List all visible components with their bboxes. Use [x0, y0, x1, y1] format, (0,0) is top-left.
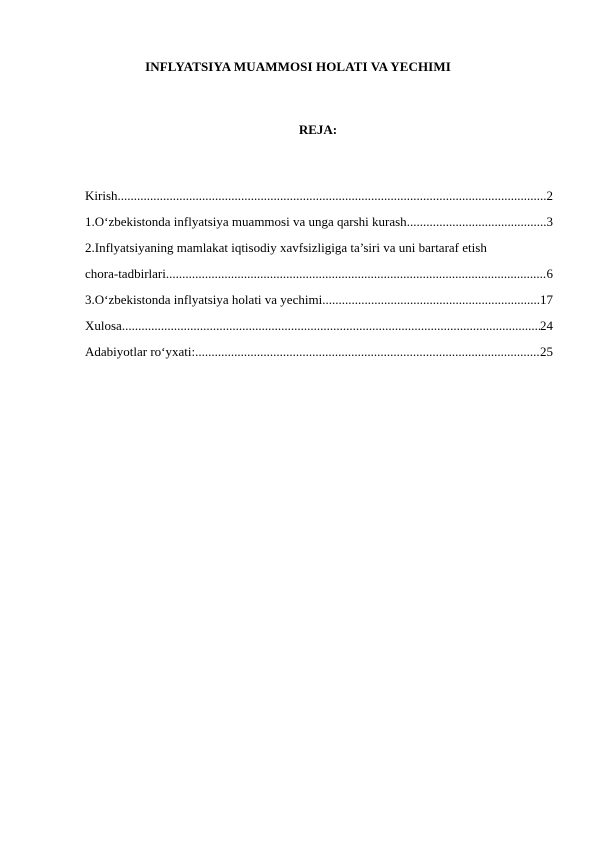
toc-entry-line2: [85, 261, 553, 287]
toc-entry-label: chora-tadbirlari: [85, 266, 166, 281]
toc-entry-page: 6: [546, 266, 553, 281]
toc-entry-adabiyotlar[interactable]: [85, 339, 553, 365]
toc-entry-xulosa[interactable]: [85, 313, 553, 339]
toc-entry-section-2[interactable]: [85, 235, 553, 287]
toc-entry-section-1[interactable]: [85, 209, 553, 235]
toc-entry-page: 17: [540, 292, 553, 307]
table-of-contents: [85, 183, 553, 365]
document-title: INFLYATSIYA MUAMMOSI HOLATI VA YECHIMI: [145, 59, 451, 74]
toc-entry-page: 3: [546, 214, 553, 229]
toc-entry-page: 25: [540, 344, 553, 359]
toc-entry-label: Adabiyotlar ro‘yxati:: [85, 344, 196, 359]
toc-dot-leader: [118, 183, 547, 209]
toc-entry-label: 1.O‘zbekistonda inflyatsiya muammosi va unga qarshi kurash: [85, 214, 407, 229]
toc-entry-page: 24: [540, 318, 553, 333]
toc-entry-section-3[interactable]: [85, 287, 553, 313]
toc-entry-label: Kirish: [85, 188, 118, 203]
toc-entry-label: 3.O‘zbekistonda inflyatsiya holati va yechimi: [85, 292, 323, 307]
toc-entry-kirish[interactable]: [85, 183, 553, 209]
plan-heading: REJA:: [298, 122, 338, 137]
toc-entry-page: 2: [546, 188, 553, 203]
toc-dot-leader: [322, 287, 540, 313]
toc-dot-leader: [166, 261, 547, 287]
toc-entry-label: Xulosa: [85, 318, 122, 333]
toc-entry-label-line1: 2.Inflyatsiyaning mamlakat iqtisodiy xavfsizligiga ta’siri va uni bartaraf etish: [85, 240, 487, 255]
toc-dot-leader: [122, 313, 540, 339]
toc-dot-leader: [407, 209, 547, 235]
toc-dot-leader: [195, 339, 540, 365]
